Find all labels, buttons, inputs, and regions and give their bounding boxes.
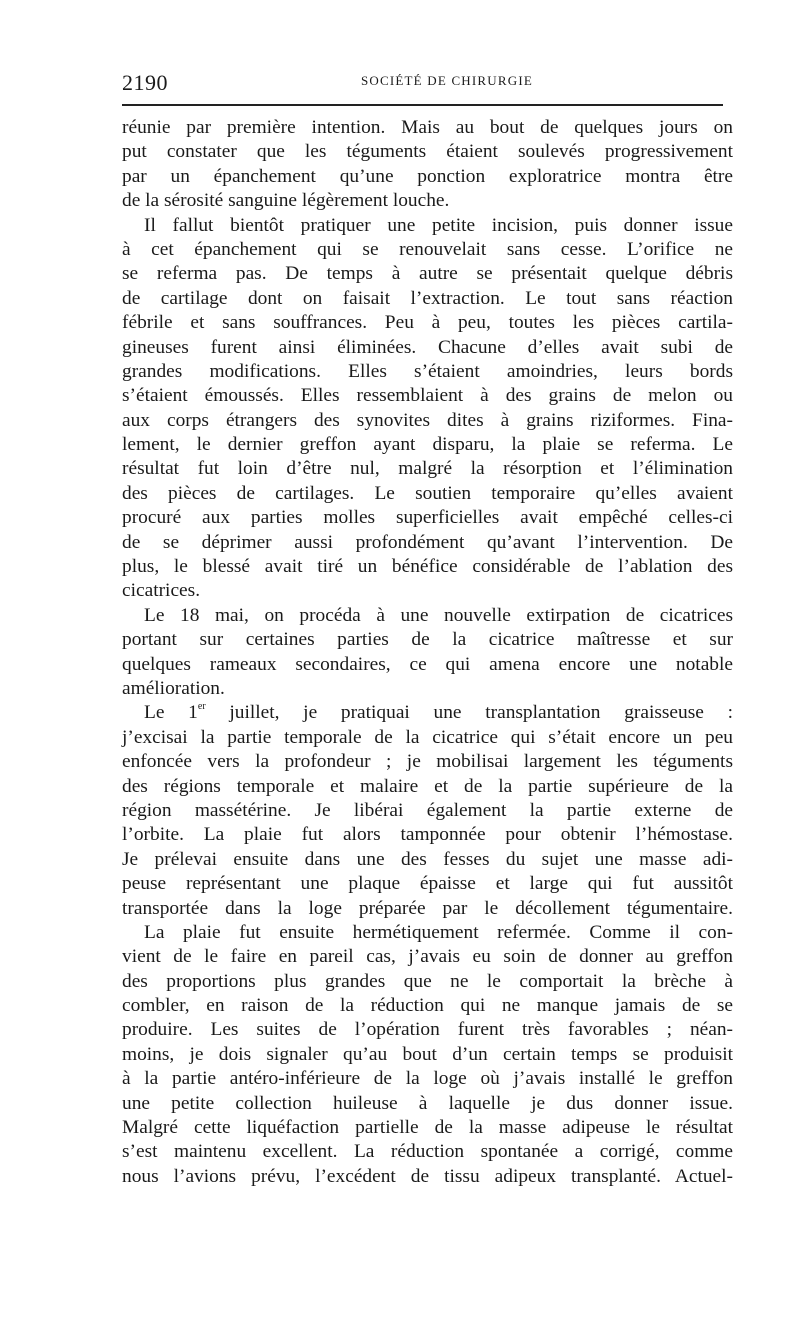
text-line: enfoncée vers la profondeur ; je mobilisai largement les téguments bbox=[122, 751, 733, 773]
text-line: fébrile et sans souffrances. Peu à peu, toutes les pièces cartila- bbox=[122, 312, 733, 334]
text-line: Le 18 mai, on procéda à une nouvelle extirpation de cicatrices bbox=[144, 604, 733, 626]
text-line: moins, je dois signaler qu’au bout d’un certain temps se produisit bbox=[122, 1043, 733, 1065]
text-line: amélioration. bbox=[122, 677, 225, 699]
text-line: des régions temporale et malaire et de la partie supérieure de la bbox=[122, 775, 733, 797]
body-text bbox=[122, 116, 733, 1189]
text-line: combler, en raison de la réduction qui ne manque jamais de se bbox=[122, 995, 733, 1017]
text-line: l’orbite. La plaie fut alors tamponnée pour obtenir l’hémostase. bbox=[122, 824, 733, 846]
text-line: des proportions plus grandes que ne le comportait la brèche à bbox=[122, 970, 733, 992]
text-line-rest: juillet, je pratiquai une transplantation graisseuse : bbox=[229, 702, 733, 724]
text-line: cicatrices. bbox=[122, 580, 201, 602]
text-line: nous l’avions prévu, l’excédent de tissu adipeux transplanté. Actuel- bbox=[122, 1165, 733, 1187]
text-line: Malgré cette liquéfaction partielle de la masse adipeuse le résultat bbox=[122, 1117, 733, 1139]
text-line: aux corps étrangers des synovites dites à grains riziformes. Fina- bbox=[122, 409, 733, 431]
text-line: par un épanchement qu’une ponction exploratrice montra être bbox=[122, 165, 733, 187]
text-line: Je prélevai ensuite dans une des fesses du sujet une masse adi- bbox=[122, 848, 733, 870]
text-line: se referma pas. De temps à autre se présentait quelque débris bbox=[122, 263, 733, 285]
text-line: de cartilage dont on faisait l’extraction. Le tout sans réaction bbox=[122, 287, 733, 309]
text-line: gineuses furent ainsi éliminées. Chacune d’elles avait subi de bbox=[122, 336, 733, 358]
text-line: plus, le blessé avait tiré un bénéfice considérable de l’ablation des bbox=[122, 556, 733, 578]
text-line: La plaie fut ensuite hermétiquement refermée. Comme il con- bbox=[144, 921, 733, 943]
text-line: put constater que les téguments étaient soulevés progressivement bbox=[122, 141, 733, 163]
text-line: une petite collection huileuse à laquelle je dus donner issue. bbox=[122, 1092, 733, 1114]
text-line: résultat fut loin d’être nul, malgré la résorption et l’élimination bbox=[122, 458, 733, 480]
text-line: j’excisai la partie temporale de la cicatrice qui s’était encore un peu bbox=[122, 726, 733, 748]
header-rule bbox=[122, 104, 723, 106]
text-line: peuse représentant une plaque épaisse et large qui fut aussitôt bbox=[122, 873, 733, 895]
text-line: grandes modifications. Elles s’étaient amoindries, leurs bords bbox=[122, 360, 733, 382]
text-line: s’est maintenu excellent. La réduction spontanée a corrigé, comme bbox=[122, 1141, 733, 1163]
text-line: à la partie antéro-inférieure de la loge où j’avais installé le greffon bbox=[122, 1068, 733, 1090]
text-line: Il fallut bientôt pratiquer une petite incision, puis donner issue bbox=[144, 214, 733, 236]
text-line: lement, le dernier greffon ayant disparu, la plaie se referma. Le bbox=[122, 434, 733, 456]
text-line: s’étaient émoussés. Elles ressemblaient à des grains de melon ou bbox=[122, 385, 733, 407]
text-line: des pièces de cartilages. Le soutien temporaire qu’elles avaient bbox=[122, 482, 733, 504]
text-line: produire. Les suites de l’opération furent très favorables ; néan- bbox=[122, 1019, 733, 1041]
running-title: SOCIÉTÉ DE CHIRURGIE bbox=[360, 73, 534, 88]
text-line: quelques rameaux secondaires, ce qui amena encore une notable bbox=[122, 653, 733, 675]
page-header bbox=[122, 64, 732, 96]
text-line: région massétérine. Je libérai également la partie externe de bbox=[122, 799, 733, 821]
text-line: à cet épanchement qui se renouvelait sans cesse. L’orifice ne bbox=[122, 238, 733, 260]
page-number: 2190 bbox=[122, 70, 168, 95]
text-line: vient de le faire en pareil cas, j’avais eu soin de donner au greffon bbox=[122, 946, 733, 968]
text-line: de se déprimer aussi profondément qu’avant l’intervention. De bbox=[122, 531, 733, 553]
text-line: portant sur certaines parties de la cicatrice maîtresse et sur bbox=[122, 629, 733, 651]
text-line: transportée dans la loge préparée par le décollement tégumentaire. bbox=[122, 897, 733, 919]
text-line: procuré aux parties molles superficielles avait empêché celles-ci bbox=[122, 507, 733, 529]
ordinal-superscript: er bbox=[197, 701, 206, 713]
text-line: réunie par première intention. Mais au bout de quelques jours on bbox=[122, 117, 733, 138]
text-line-with-ordinal bbox=[122, 701, 733, 725]
date-prefix: Le 1 bbox=[144, 702, 198, 724]
text-line: de la sérosité sanguine légèrement louche. bbox=[122, 190, 450, 212]
